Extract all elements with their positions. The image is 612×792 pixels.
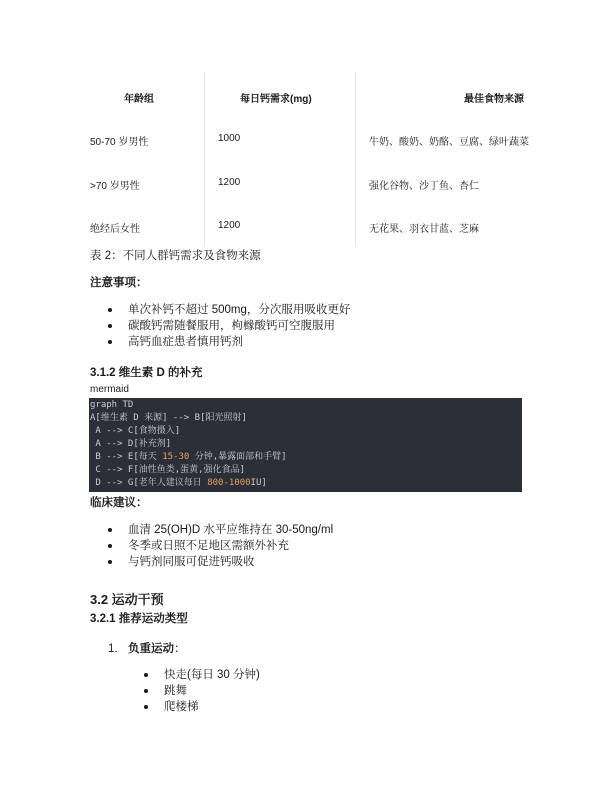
- table-cell: 1200: [218, 220, 241, 231]
- table-cell: 50-70 岁男性: [90, 137, 149, 148]
- code-text-token: graph TD: [90, 400, 134, 410]
- list-item: 血清 25(OH)D 水平应维持在 30-50ng/ml: [104, 522, 333, 538]
- column-divider: [204, 72, 205, 246]
- code-text-token: A --> C[食物摄入]: [90, 426, 181, 436]
- table-cell: 无花果、羽衣甘蓝、芝麻: [369, 224, 479, 235]
- code-line: [90, 464, 522, 477]
- code-line: [90, 477, 522, 490]
- list-item: 单次补钙不超过 500mg，分次服用吸收更好: [104, 302, 350, 318]
- list-item-label: 负重运动: [128, 643, 174, 655]
- section-heading-vitamin-d: 3.1.2 维生素 D 的补充: [90, 367, 203, 379]
- clinical-advice-title: 临床建议：: [90, 497, 148, 509]
- code-text-token: 分钟,暴露面部和手臂]: [189, 452, 287, 462]
- mermaid-code-block: [89, 398, 522, 492]
- code-text-token: IU]: [250, 478, 267, 488]
- code-line: [90, 425, 522, 438]
- table-header-food-source: 最佳食物来源: [464, 94, 524, 105]
- table-cell: 绝经后女性: [90, 224, 140, 235]
- clinical-advice-list: [104, 522, 333, 570]
- column-divider: [355, 72, 356, 246]
- code-text-token: D --> G[老年人建议每日: [90, 478, 208, 488]
- code-language-label: mermaid: [90, 384, 129, 395]
- list-item: 跳舞: [140, 683, 260, 699]
- table-header-age-group: 年龄组: [124, 94, 154, 105]
- table-cell: 1200: [218, 177, 241, 188]
- code-text-token: A[维生素 D 来源] --> B[阳光照射]: [90, 413, 247, 423]
- table-cell: 牛奶、酸奶、奶酪、豆腐、绿叶蔬菜: [369, 137, 529, 148]
- notes-title: 注意事项：: [90, 277, 148, 289]
- list-item: 快走(每日 30 分钟): [140, 667, 260, 683]
- table-caption: 表 2：不同人群钙需求及食物来源: [90, 250, 261, 262]
- notes-list: [104, 302, 350, 350]
- list-item: 与钙剂同服可促进钙吸收: [104, 554, 333, 570]
- weight-bearing-exercise-list: [140, 667, 260, 715]
- code-line: [90, 438, 522, 451]
- table-cell: 1000: [218, 133, 241, 144]
- code-line: [90, 451, 522, 464]
- code-line: [90, 412, 522, 425]
- list-item: 碳酸钙需随餐服用，枸橼酸钙可空腹服用: [104, 318, 350, 334]
- table-header-daily-calcium: 每日钙需求(mg): [240, 94, 312, 105]
- list-item: 高钙血症患者慎用钙剂: [104, 334, 350, 350]
- list-item: 冬季或日照不足地区需额外补充: [104, 538, 333, 554]
- list-item: 爬楼梯: [140, 699, 260, 715]
- list-item-suffix: ：: [174, 643, 186, 655]
- code-number-token: 15-30: [162, 452, 190, 462]
- subsection-heading-exercise-types: 3.2.1 推荐运动类型: [90, 613, 188, 625]
- code-text-token: C --> F[油性鱼类,蛋黄,强化食品]: [90, 465, 246, 475]
- table-cell: 强化谷物、沙丁鱼、杏仁: [369, 181, 479, 192]
- section-heading-exercise: 3.2 运动干预: [90, 592, 164, 607]
- calcium-requirements-table: [88, 72, 538, 246]
- list-number: 1.: [108, 643, 118, 655]
- code-text-token: A --> D[补充剂]: [90, 439, 172, 449]
- code-line: [90, 399, 522, 412]
- code-number-token: 800-1000: [207, 478, 251, 488]
- ordered-list-item: [108, 640, 186, 656]
- table-cell: >70 岁男性: [90, 181, 140, 192]
- code-text-token: B --> E[每天: [90, 452, 163, 462]
